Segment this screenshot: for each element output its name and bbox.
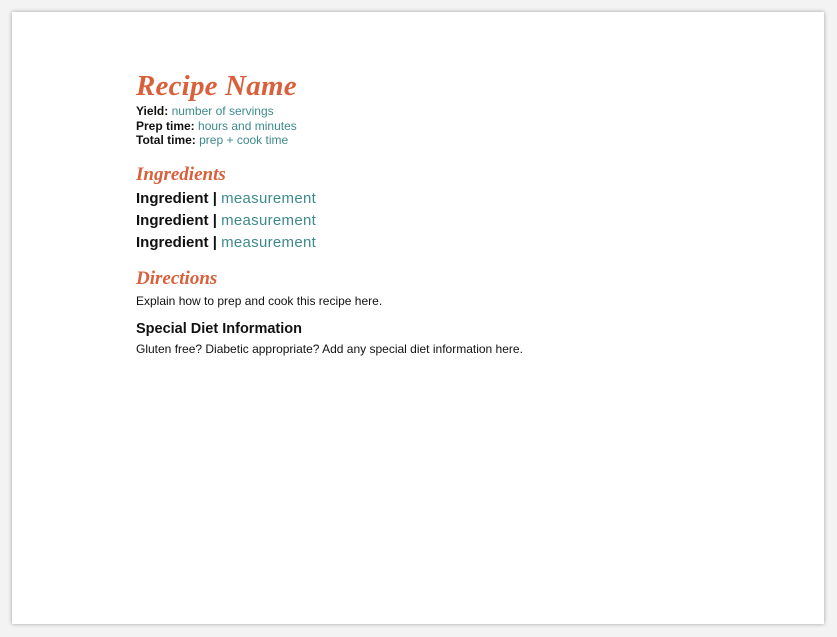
recipe-title[interactable]: Recipe Name (136, 70, 297, 102)
ingredient-measurement[interactable]: measurement (221, 233, 317, 251)
ingredient-name[interactable]: Ingredient (136, 211, 209, 229)
ingredient-item[interactable] (136, 234, 776, 252)
directions-text[interactable]: Explain how to prep and cook this recipe here. (136, 293, 383, 308)
diet-heading[interactable]: Special Diet Information (136, 320, 302, 337)
yield-label: Yield: (136, 104, 169, 118)
prep-time-label: Prep time: (136, 118, 195, 133)
ingredient-name[interactable]: Ingredient (136, 233, 209, 251)
yield-line[interactable] (136, 104, 776, 119)
total-time-value[interactable]: prep + cook time (199, 133, 289, 147)
total-time-label: Total time: (136, 133, 196, 147)
document-page (12, 12, 824, 624)
ingredient-separator: | (212, 211, 217, 229)
ingredient-name[interactable]: Ingredient (136, 189, 209, 207)
ingredient-separator: | (212, 189, 217, 207)
ingredient-measurement[interactable]: measurement (221, 211, 317, 229)
ingredients-heading[interactable]: Ingredients (136, 163, 226, 185)
ingredient-item[interactable] (136, 190, 776, 208)
total-time-line[interactable] (136, 133, 776, 148)
ingredient-measurement[interactable]: measurement (221, 189, 317, 207)
recipe-content (136, 70, 776, 357)
ingredient-separator: | (212, 233, 217, 251)
prep-time-value[interactable]: hours and minutes (198, 118, 297, 133)
prep-time-line[interactable] (136, 119, 776, 134)
diet-text[interactable]: Gluten free? Diabetic appropriate? Add any special diet information here. (136, 341, 523, 356)
directions-heading[interactable]: Directions (136, 267, 218, 289)
ingredient-item[interactable] (136, 212, 776, 230)
yield-value[interactable]: number of servings (171, 104, 274, 118)
